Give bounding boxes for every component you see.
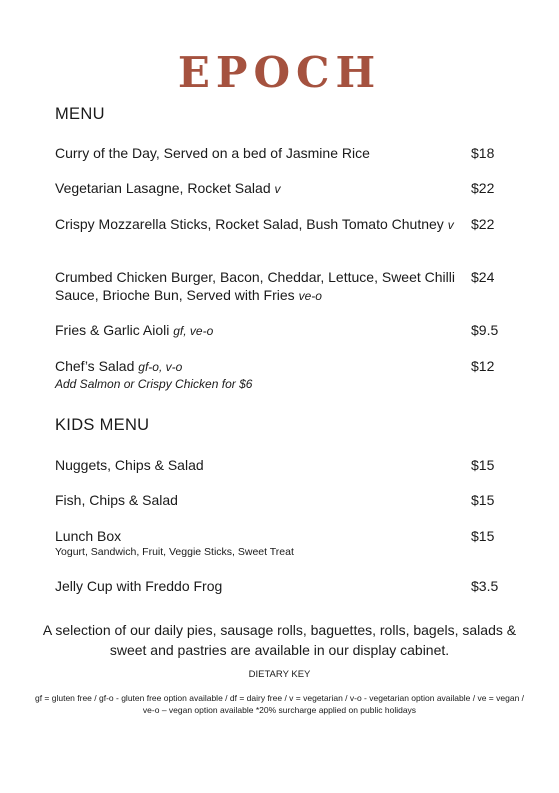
dietary-key-text: gf = gluten free / gf-o - gluten free option available / df = dairy free / v = vegetarian / v-o - vegetarian option available / ve = vegan / ve-o – vegan option available *20% surcharge applied on public holidays [34, 693, 525, 715]
brand-logo: EPOCH [177, 48, 382, 97]
item-price: $15 [471, 528, 495, 544]
item-price: $22 [471, 180, 495, 196]
item-name: Fries & Garlic Aioli [55, 322, 170, 338]
menu-item-chefs-salad [55, 357, 503, 392]
diet-tag: v [274, 182, 281, 196]
dietary-key-title: DIETARY KEY [248, 669, 311, 680]
item-name: Crumbed Chicken Burger, Bacon, Cheddar, Lettuce, Sweet Chilli Sauce, Brioche Bun, Served with Fries [55, 269, 455, 303]
item-name: Curry of the Day, Served on a bed of Jasmine Rice [55, 145, 370, 161]
item-name: Nuggets, Chips & Salad [55, 457, 204, 473]
kids-item-fish [55, 491, 503, 509]
item-price: $3.5 [471, 578, 499, 594]
item-note: Add Salmon or Crispy Chicken for $6 [55, 377, 253, 391]
item-price: $15 [471, 457, 495, 473]
item-price: $24 [471, 269, 495, 285]
item-price: $15 [471, 492, 495, 508]
menu-item-curry [55, 144, 503, 162]
item-price: $18 [471, 145, 495, 161]
menu-item-fries [55, 321, 503, 340]
diet-tag: v [447, 218, 454, 232]
diet-tag: gf, ve-o [173, 324, 214, 338]
item-name: Fish, Chips & Salad [55, 492, 178, 508]
menu-item-burger [55, 268, 503, 305]
kids-item-jelly-cup [55, 577, 503, 595]
kids-item-lunch-box [55, 527, 503, 559]
display-cabinet-note: A selection of our daily pies, sausage rolls, baguettes, rolls, bagels, salads & sweet and pastries are available in our display cabinet. [42, 622, 517, 658]
item-description: Yogurt, Sandwich, Fruit, Veggie Sticks, Sweet Treat [55, 546, 294, 558]
item-name: Chef’s Salad [55, 358, 135, 374]
menu-title: MENU [55, 105, 105, 123]
diet-tag: gf-o, v-o [138, 360, 183, 374]
item-name: Lunch Box [55, 528, 122, 544]
menu-item-lasagne [55, 179, 503, 198]
item-price: $12 [471, 358, 495, 374]
diet-tag: ve-o [298, 289, 322, 303]
item-price: $22 [471, 216, 495, 232]
item-name: Crispy Mozzarella Sticks, Rocket Salad, Bush Tomato Chutney [55, 216, 444, 232]
menu-item-mozzarella [55, 215, 503, 234]
item-price: $9.5 [471, 322, 499, 338]
item-name: Vegetarian Lasagne, Rocket Salad [55, 180, 271, 196]
kids-item-nuggets [55, 456, 503, 474]
kids-menu-title: KIDS MENU [55, 416, 150, 434]
item-name: Jelly Cup with Freddo Frog [55, 578, 223, 594]
